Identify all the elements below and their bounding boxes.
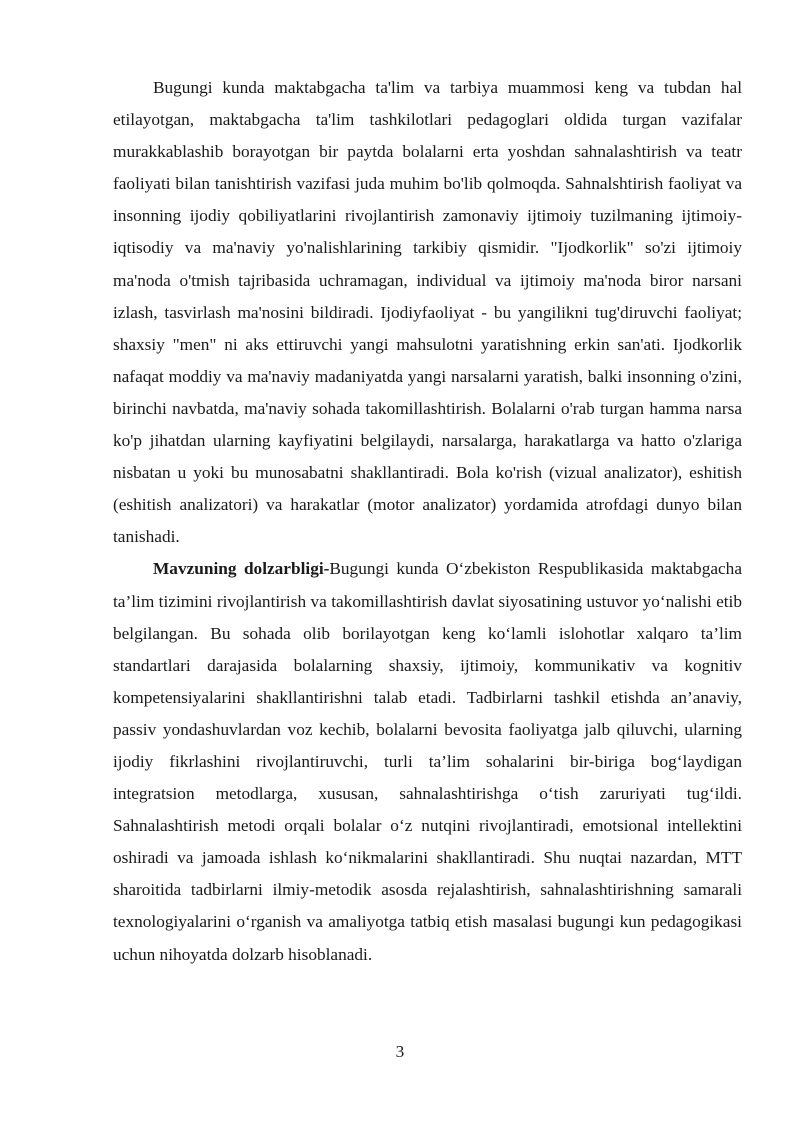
relevance-heading: Mavzuning dolzarbligi- [153, 559, 330, 579]
paragraph-relevance [113, 553, 742, 970]
document-page [113, 72, 742, 971]
page-number: 3 [395, 1042, 405, 1061]
relevance-text: Bugungi kunda O‘zbekiston Respublikasida maktabgacha ta’lim tizimini rivojlantirish va takomillashtirish davlat siyosatining ustuvor yo‘nalishi etib belgilangan. Bu sohada olib borilayotgan keng ko‘lamli islohotlar xalqaro ta’lim standartlari darajasida bolalarning shaxsiy, ijtimoiy, kommunikativ va kognitiv kompetensiyalarini shakllantirishni talab etadi. Tadbirlarni tashkil etishda an’anaviy, passiv yondashuvlardan voz kechib, bolalarni bevosita faoliyatga jalb qiluvchi, ularning ijodiy fikrlashini rivojlantiruvchi, turli ta’lim sohalarini bir-biriga bog‘laydigan integratsion metodlarga, xususan, sahnalashtirishga o‘tish zaruriyati tug‘ildi. Sahnalashtirish metodi orqali bolalar o‘z nutqini rivojlantiradi, emotsional intellektini oshiradi va jamoada ishlash ko‘nikmalarini shakllantiradi. Shu nuqtai nazardan, MTT sharoitida tadbirlarni ilmiy-metodik asosda rejalashtirish, sahnalashtirishning samarali texnologiyalarini o‘rganish va amaliyotga tatbiq etish masalasi bugungi kun pedagogikasi uchun nihoyatda dolzarb hisoblanadi. [113, 559, 742, 964]
paragraph-intro: Bugungi kunda maktabgacha ta'lim va tarbiya muammosi keng va tubdan hal etilayotgan, maktabgacha ta'lim tashkilotlari pedagoglari oldida turgan vazifalar murakkablashib borayotgan bir paytda bolalarni erta yoshdan sahnalashtirish va teatr faoliyati bilan tanishtirish vazifasi juda muhim bo'lib qolmoqda. Sahnalshtirish faoliyat va insonning ijodiy qobiliyatlarini rivojlantirish zamonaviy ijtimoiy tuzilmaning ijtimoiy-iqtisodiy va ma'naviy yo'nalishlarining tarkibiy qismidir. "Ijodkorlik" so'zi ijtimoiy ma'noda o'tmish tajribasida uchramagan, individual va ijtimoiy ma'noda biror narsani izlash, tasvirlash ma'nosini bildiradi. Ijodiyfaoliyat - bu yangilikni tug'diruvchi faoliyat; shaxsiy "men" ni aks ettiruvchi yangi mahsulotni yaratishning erkin san'ati. Ijodkorlik nafaqat moddiy va ma'naviy madaniyatda yangi narsalarni yaratish, balki insonning o'zini, birinchi navbatda, ma'naviy sohada takomillashtirish. Bolalarni o'rab turgan hamma narsa ko'p jihatdan ularning kayfiyatini belgilaydi, narsalarga, harakatlarga va hatto o'zlariga nisbatan u yoki bu munosabatni shakllantiradi. Bola ko'rish (vizual analizator), eshitish (eshitish analizatori) va harakatlar (motor analizator) yordamida atrofdagi dunyo bilan tanishadi. [113, 78, 742, 547]
